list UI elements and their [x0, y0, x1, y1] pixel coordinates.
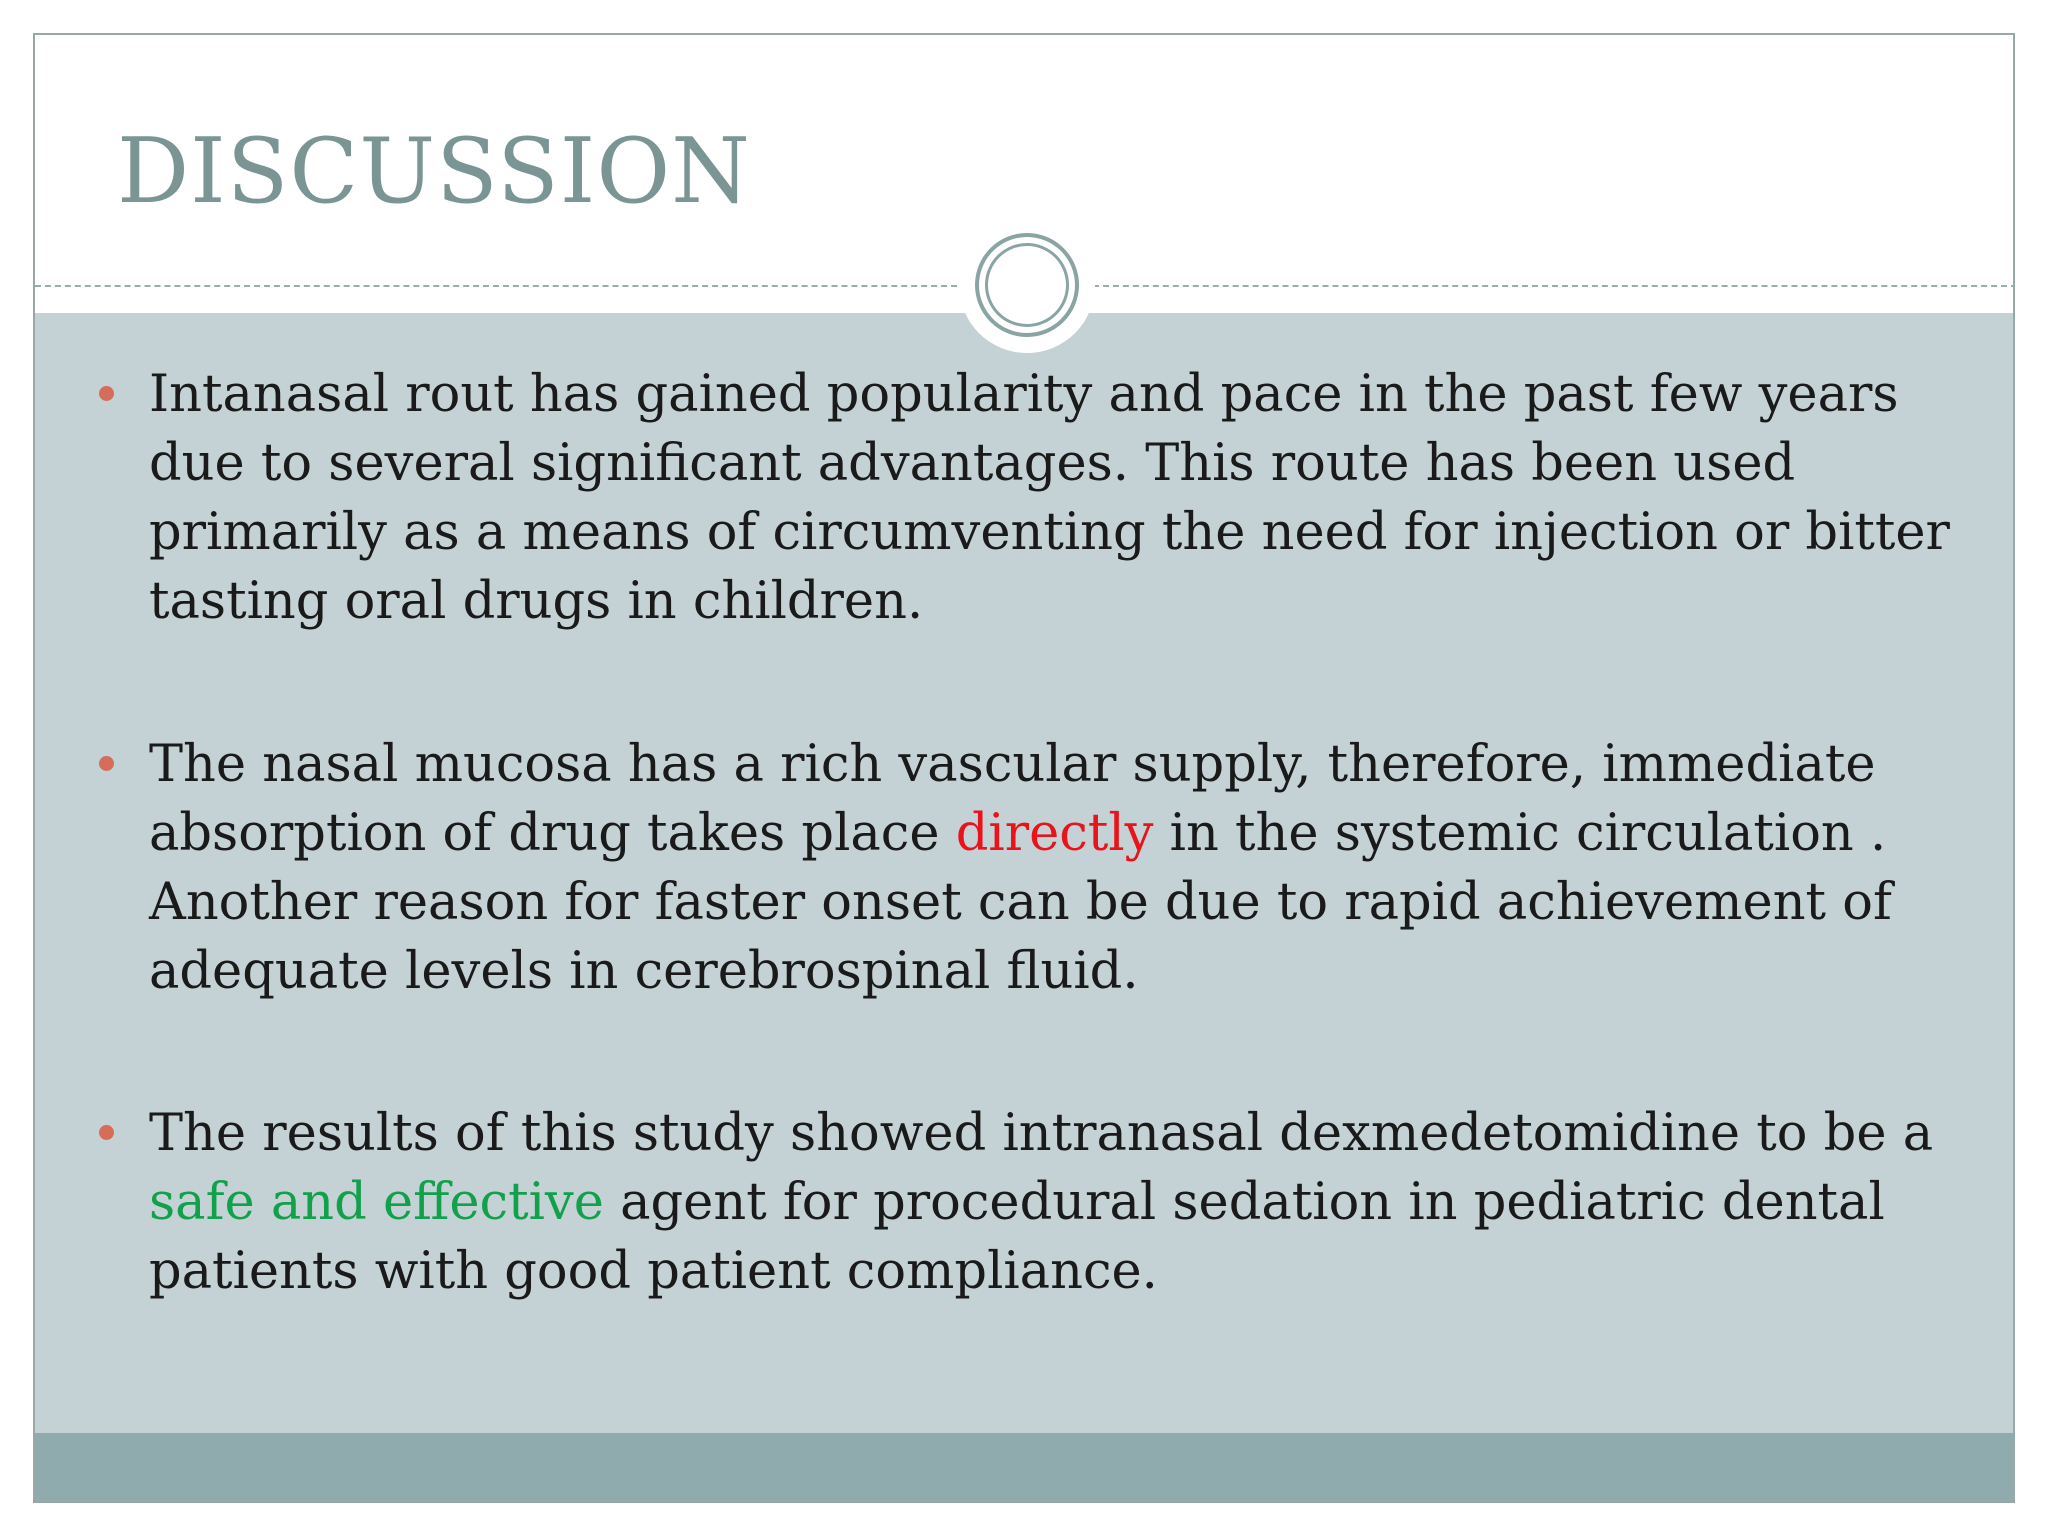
bullet-item — [149, 730, 1959, 1006]
slide-title: DISCUSSION — [117, 119, 751, 224]
bullet-text-after: in the systemic circulation . Another reason for faster onset can be due to rapid achievement of adequate levels in cerebrospinal fluid. — [149, 804, 1892, 1001]
highlight-directly: directly — [955, 804, 1154, 863]
footer-band — [35, 1433, 2013, 1503]
bullet-text-after: agent for procedural sedation in pediatric dental patients with good patient compliance. — [149, 1173, 1885, 1301]
bullet-text: Intanasal rout has gained popularity and pace in the past few years due to several significant advantages. This route has been used primarily as a means of circumventing the need for injection or bitter tasting oral drugs in children. — [149, 365, 1950, 631]
circle-ring-icon — [975, 233, 1079, 337]
circle-inner-ring-icon — [985, 243, 1069, 327]
bullet-marker-icon — [99, 1125, 114, 1140]
title-divider-right — [1093, 285, 2015, 287]
bullet-item — [149, 1099, 1959, 1306]
bullet-item — [149, 360, 1959, 636]
highlight-safe-and-effective: safe and effective — [149, 1173, 604, 1232]
bullet-text-before: The nasal mucosa has a rich vascular supply, therefore, immediate absorption of drug takes place — [149, 735, 1876, 863]
slide — [33, 33, 2015, 1503]
bullet-marker-icon — [99, 756, 114, 771]
bullet-text-before: The results of this study showed intranasal dexmedetomidine to be a — [149, 1104, 1934, 1163]
bullet-marker-icon — [99, 386, 114, 401]
divider-circle-ornament — [959, 217, 1095, 353]
title-divider-left — [35, 285, 957, 287]
